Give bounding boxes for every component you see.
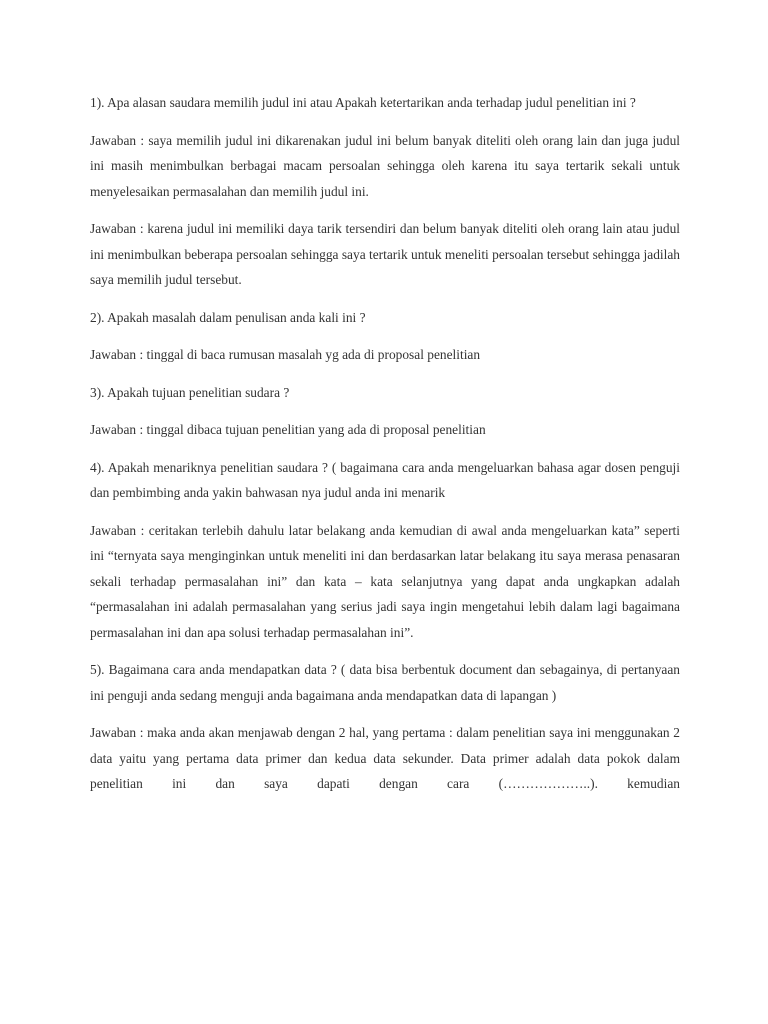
document-page	[90, 90, 680, 809]
answer-4: Jawaban : ceritakan terlebih dahulu latar belakang anda kemudian di awal anda mengeluarkan kata” seperti ini “ternyata saya menginginkan untuk meneliti ini dan berdasarkan latar belakang itu saya merasa penasaran sekali terhadap permasalahan ini” dan kata – kata selanjutnya yang dapat anda ungkapkan adalah “permasalahan ini adalah permasalahan yang serius jadi saya ingin mengetahui lebih dalam lagi bagaimana permasalahan ini dan apa solusi terhadap permasalahan ini”.	[90, 522, 680, 640]
question-5: 5). Bagaimana cara anda mendapatkan data ? ( data bisa berbentuk document dan sebagainya, di pertanyaan ini penguji anda sedang menguji anda bagaimana anda mendapatkan data di lapangan )	[90, 662, 680, 703]
question-1: 1). Apa alasan saudara memilih judul ini atau Apakah ketertarikan anda terhadap judul penelitian ini ?	[90, 95, 636, 110]
answer-1b: Jawaban : karena judul ini memiliki daya tarik tersendiri dan belum banyak diteliti oleh orang lain atau judul ini menimbulkan beberapa persoalan sehingga saya tertarik untuk meneliti persoalan tersebut sehingga jadilah saya memilih judul tersebut.	[90, 221, 680, 287]
answer-5: Jawaban : maka anda akan menjawab dengan 2 hal, yang pertama : dalam penelitian saya ini menggunakan 2 data yaitu yang pertama data primer dan kedua data sekunder. Data primer adalah data pokok dalam penelitian ini dan saya dapati dengan cara (………………..). kemudian	[90, 725, 680, 791]
answer-1a: Jawaban : saya memilih judul ini dikarenakan judul ini belum banyak diteliti oleh orang lain dan juga judul ini masih menimbulkan berbagai macam persoalan sehingga oleh karena itu saya tertarik sekali untuk menyelesaikan permasalahan dan memilih judul ini.	[90, 132, 680, 199]
question-3: 3). Apakah tujuan penelitian sudara ?	[90, 384, 290, 400]
question-4: 4). Apakah menariknya penelitian saudara ? ( bagaimana cara anda mengeluarkan bahasa agar dosen penguji dan pembimbing anda yakin bahwasan nya judul anda ini menarik	[90, 459, 680, 500]
answer-3: Jawaban : tinggal dibaca tujuan penelitian yang ada di proposal penelitian	[90, 422, 486, 437]
question-2: 2). Apakah masalah dalam penulisan anda kali ini ?	[90, 309, 366, 325]
answer-2: Jawaban : tinggal di baca rumusan masalah yg ada di proposal penelitian	[90, 347, 481, 362]
